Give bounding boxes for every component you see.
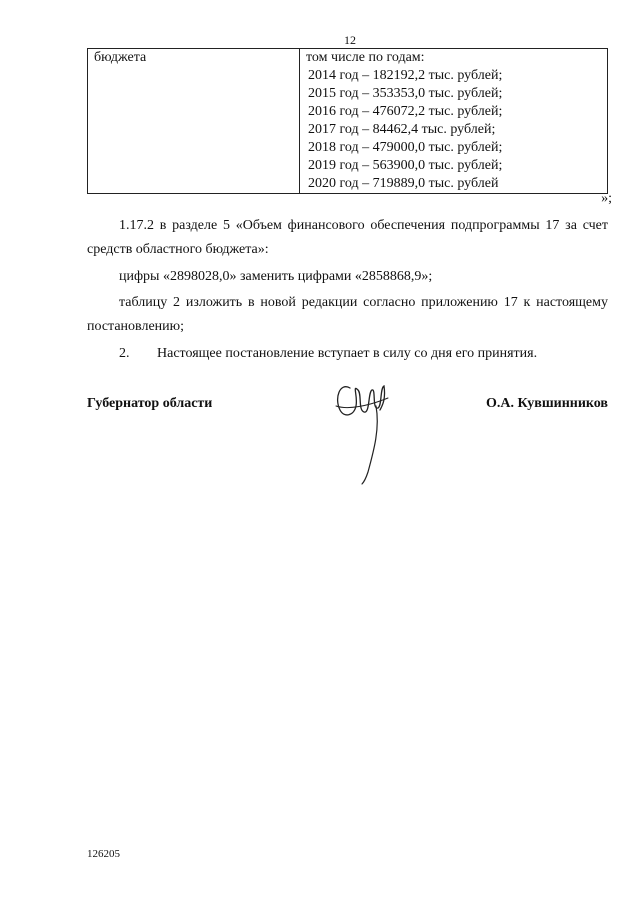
closing-quote: »; <box>601 191 612 206</box>
document-code: 126205 <box>87 848 120 860</box>
paragraph-table-2: таблицу 2 изложить в новой редакции согласно приложению 17 к настоящему постановлению; <box>87 295 608 334</box>
year-line: 2016 год – 476072,2 тыс. рублей; <box>308 104 503 119</box>
page-number: 12 <box>344 33 356 47</box>
table-cell-budget: бюджета <box>88 49 300 194</box>
years-header: том числе по годам: <box>306 50 425 65</box>
year-line: 2017 год – 84462,4 тыс. рублей; <box>308 122 496 137</box>
signatory-name: О.А. Кувшинников <box>485 396 608 411</box>
year-line: 2015 год – 353353,0 тыс. рублей; <box>308 86 503 101</box>
signatory-title: Губернатор области <box>87 396 213 411</box>
year-line: 2019 год – 563900,0 тыс. рублей; <box>308 158 503 173</box>
paragraph-replace-figures: цифры «2898028,0» заменить цифрами «2858868,9»; <box>119 269 433 284</box>
paragraph-text: Настоящее постановление вступает в силу со дня его принятия. <box>157 346 538 361</box>
paragraph-section-5: 1.17.2 в разделе 5 «Объем финансового обеспечения подпрограммы 17 за счет средств областного бюджета»: <box>87 218 608 257</box>
table-row <box>88 49 608 194</box>
year-line: 2014 год – 182192,2 тыс. рублей; <box>308 68 503 83</box>
table-cell-years <box>300 49 608 194</box>
financing-table <box>87 48 608 194</box>
year-line: 2018 год – 479000,0 тыс. рублей; <box>308 140 503 155</box>
paragraph-effective-date <box>87 342 608 366</box>
handwritten-signature <box>328 376 398 486</box>
paragraph-number: 2. <box>119 346 130 361</box>
year-line: 2020 год – 719889,0 тыс. рублей <box>308 176 499 191</box>
